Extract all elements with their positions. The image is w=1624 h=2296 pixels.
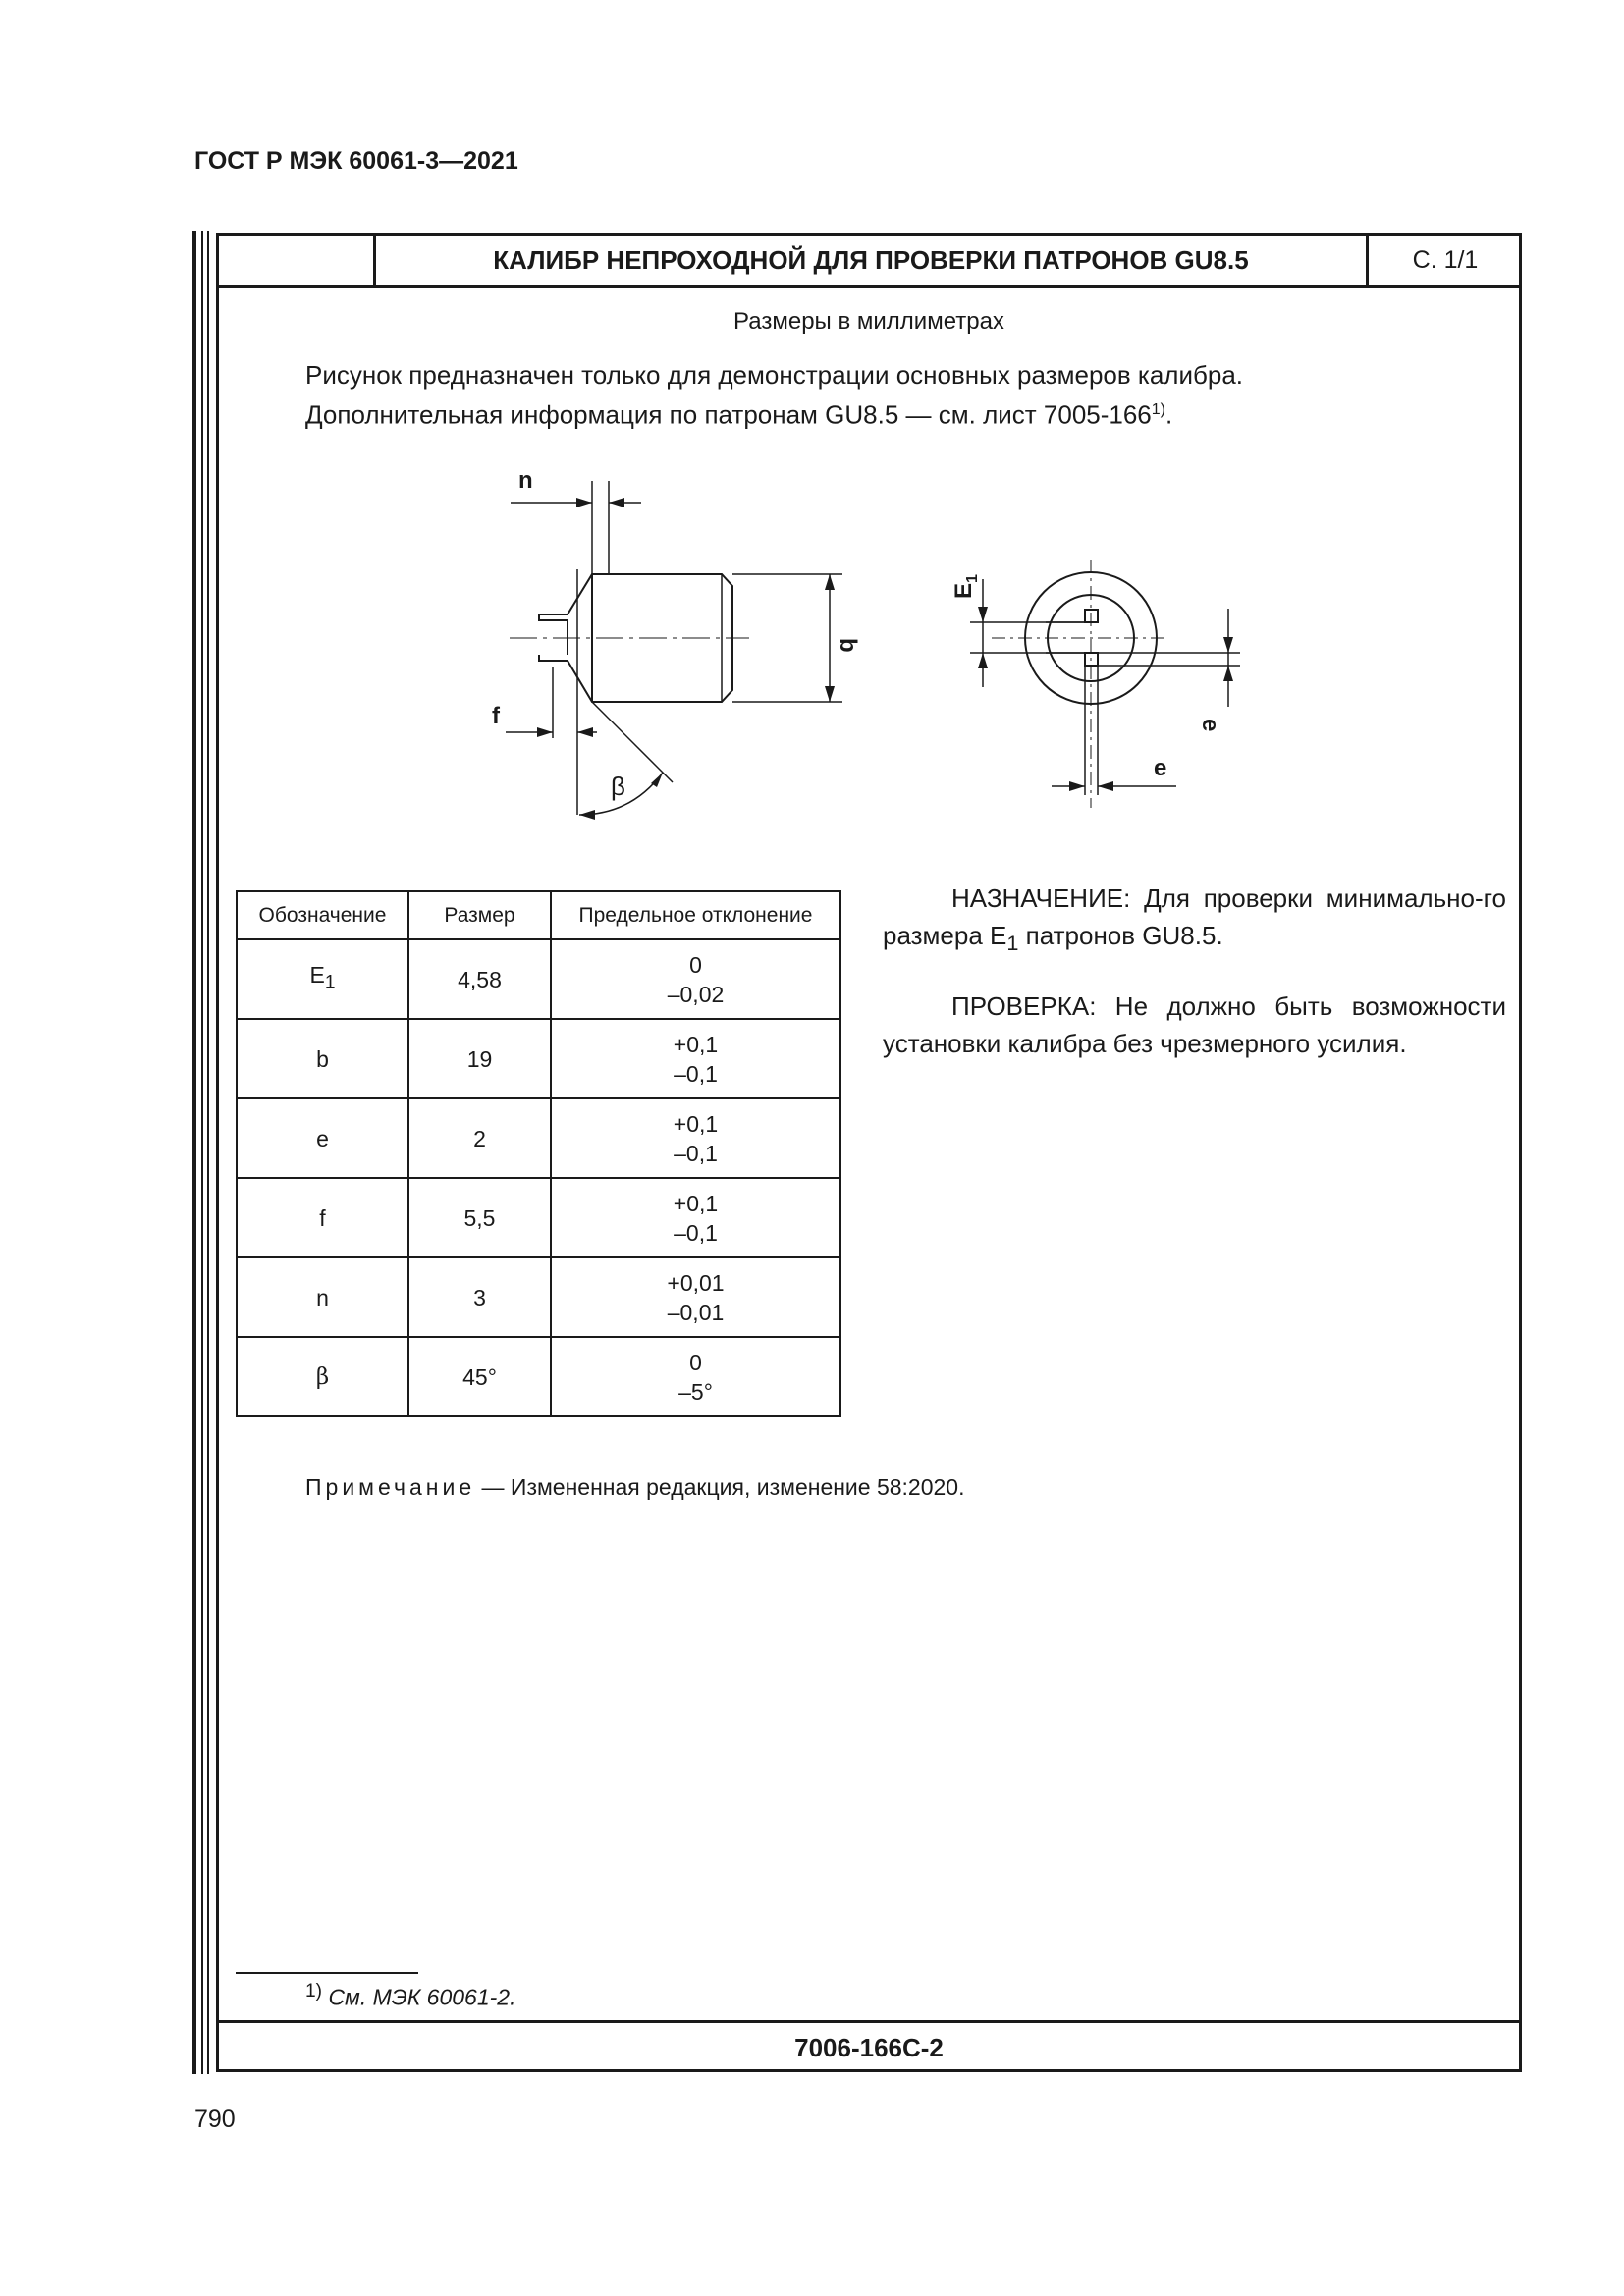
cell-symbol [237, 939, 408, 1019]
table-row [237, 1019, 840, 1098]
symbol-text: E [309, 962, 325, 988]
cell-deviation [551, 1098, 840, 1178]
deviation-lower: –0,01 [667, 1299, 725, 1325]
note-text: — Измененная редакция, изменение 58:2020. [475, 1474, 965, 1500]
label-e-horizontal: e [1154, 755, 1167, 781]
deviation-lower: –0,02 [667, 981, 725, 1007]
footnote-rule [236, 1972, 418, 1974]
purpose-subscript: 1 [1006, 931, 1019, 956]
intro-line-2-text: Дополнительная информация по патронам GU8.5 — см. лист 7005-166 [305, 400, 1152, 430]
label-e-vertical: e [1197, 719, 1223, 732]
cell-deviation [551, 939, 840, 1019]
dimensions-table [236, 890, 841, 1417]
deviation-lower: –5° [678, 1378, 713, 1405]
label-n: n [518, 467, 533, 494]
footnote-text: См. МЭК 60061-2. [328, 1984, 516, 2010]
units-note: Размеры в миллиметрах [733, 308, 1004, 335]
cell-size: 19 [408, 1019, 551, 1098]
cell-size: 2 [408, 1098, 551, 1178]
cell-size: 4,58 [408, 939, 551, 1019]
deviation-upper: +0,01 [667, 1269, 725, 1296]
intro-line-2-end: . [1165, 400, 1173, 430]
deviation-upper: +0,1 [673, 1110, 719, 1137]
table-row [237, 939, 840, 1019]
cell-size: 3 [408, 1257, 551, 1337]
margin-line [192, 231, 196, 2074]
label-f: f [492, 703, 500, 729]
gauge-drawing [219, 236, 1519, 844]
note-label: Примечание [305, 1474, 476, 1500]
cell-deviation [551, 1257, 840, 1337]
label-E-sub: 1 [964, 574, 981, 583]
cell-symbol: e [237, 1098, 408, 1178]
cell-deviation [551, 1178, 840, 1257]
footnote [305, 1981, 515, 2011]
sheet-title: КАЛИБР НЕПРОХОДНОЙ ДЛЯ ПРОВЕРКИ ПАТРОНОВ GU8.5 [493, 244, 1249, 275]
margin-line [207, 231, 209, 2074]
deviation-lower: –0,1 [674, 1060, 718, 1087]
table-row [237, 1098, 840, 1178]
cell-deviation [551, 1019, 840, 1098]
margin-line [201, 231, 203, 2074]
symbol-subscript: 1 [324, 972, 336, 993]
cell-symbol: b [237, 1019, 408, 1098]
cell-size: 5,5 [408, 1178, 551, 1257]
cell-symbol: n [237, 1257, 408, 1337]
purpose-text-b: патронов GU8.5. [1018, 921, 1223, 950]
page-number: 790 [194, 2106, 236, 2133]
deviation-upper: +0,1 [673, 1190, 719, 1216]
table-row [237, 1257, 840, 1337]
footnote-mark: 1) [305, 1981, 323, 2002]
note [305, 1474, 965, 1501]
table-header-row [237, 891, 840, 939]
sheet-number: 7006-166C-2 [219, 2020, 1519, 2072]
table-row [237, 1337, 840, 1416]
cell-symbol: f [237, 1178, 408, 1257]
header-designation: Обозначение [237, 891, 408, 939]
deviation-upper: 0 [689, 1349, 702, 1375]
deviation-lower: –0,1 [674, 1140, 718, 1166]
cell-size: 45° [408, 1337, 551, 1416]
deviation-upper: 0 [689, 951, 702, 978]
header-size: Размер [408, 891, 551, 939]
label-b: b [835, 638, 861, 653]
deviation-lower: –0,1 [674, 1219, 718, 1246]
cell-symbol: β [237, 1337, 408, 1416]
footnote-ref: 1) [1151, 401, 1166, 418]
table-row [237, 1178, 840, 1257]
check-paragraph: ПРОВЕРКА: Не должно быть возможности установки калибра без чрезмерного усилия. [883, 991, 1506, 1059]
purpose-paragraph [883, 880, 1506, 962]
sheet-page: С. 1/1 [1366, 236, 1522, 285]
label-beta: β [611, 772, 625, 801]
header-deviation: Предельное отклонение [551, 891, 840, 939]
label-E: E [950, 582, 977, 599]
standard-header: ГОСТ Р МЭК 60061-3—2021 [194, 147, 518, 175]
front-view [950, 560, 1240, 808]
purpose-text-a: НАЗНАЧЕНИЕ: Для проверки минимально-го размера E [883, 883, 1506, 950]
intro-line-1: Рисунок предназначен только для демонстрации основных размеров калибра. [305, 360, 1244, 390]
purpose-block [883, 880, 1506, 1088]
cell-deviation [551, 1337, 840, 1416]
deviation-upper: +0,1 [673, 1031, 719, 1057]
side-view [492, 467, 861, 820]
sheet-frame [216, 233, 1522, 2072]
